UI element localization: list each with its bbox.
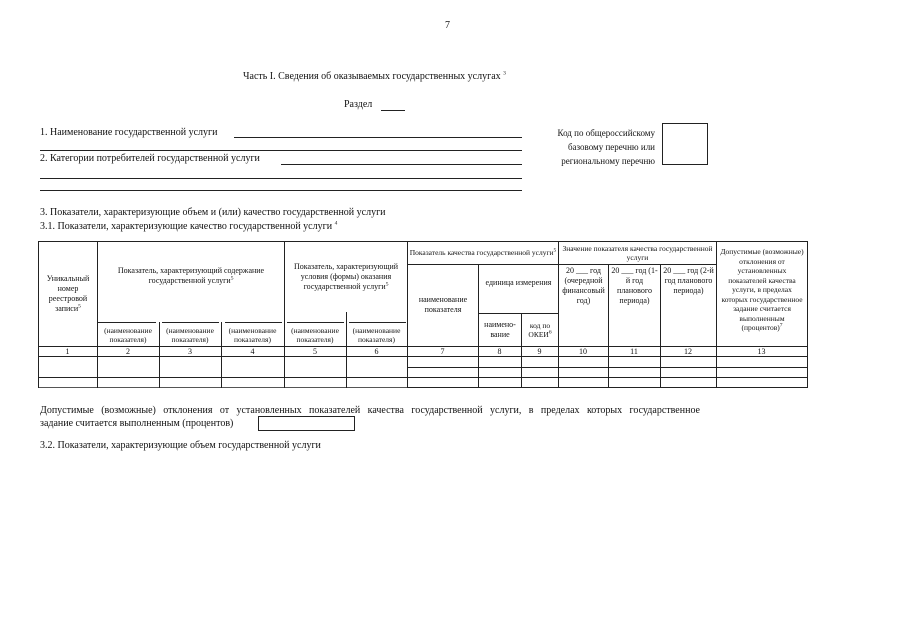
deviation-percent-field[interactable]: [258, 416, 355, 431]
table-subline-c6: [349, 322, 406, 323]
table-subline-c3: [162, 322, 219, 323]
deviation-text-line2: задание считается выполненным (процентов): [40, 418, 234, 429]
col-number-4: 4: [250, 346, 255, 356]
part-title-footnote: 3: [503, 70, 506, 77]
subheader-name-col3: (наименование показателя): [166, 325, 214, 344]
header-conditions-indicator-text: Показатель, характеризующий условия (формы) оказания государственной услуги: [293, 262, 399, 291]
subheader-name-col6: (наименование показателя): [352, 325, 401, 344]
col-number-9: 9: [537, 346, 542, 356]
quality-indicators-text: 3.1. Показатели, характеризующие качество государственной услуги: [40, 221, 333, 232]
header-unique-number-footnote: 5: [78, 303, 81, 310]
col-number-7: 7: [440, 346, 445, 356]
table-subline-c2: [98, 322, 156, 323]
header-unique-number-text: Уникальный номер реестровой записи: [46, 274, 90, 313]
subheader-name-col2: (наименование показателя): [104, 325, 152, 344]
table-vline-13: [807, 241, 808, 388]
table-line-quality-sub: [408, 264, 478, 265]
header-okei-code-footnote: 6: [548, 329, 552, 336]
header-deviation-text: Допустимые (возможные) отклонения от установленных показателей качества услуги, в пределах которых государственное задание считается выполненным (процентов): [720, 247, 804, 333]
header-year-3: 20 ___ год (2-й год планового периода): [663, 266, 714, 295]
col-number-10: 10: [579, 346, 587, 356]
service-name-label: 1. Наименование государственной услуги: [40, 127, 218, 138]
code-label-line2: базовому перечню или: [567, 142, 655, 152]
header-quality-indicator: [409, 242, 557, 264]
table-row[interactable]: [39, 357, 807, 377]
header-year-2: 20 ___ год (1-й год планового периода): [611, 266, 658, 305]
subheader-name-col5: (наименование показателя): [291, 325, 339, 344]
volume-indicators-heading: 3.2. Показатели, характеризующие объем государственной услуги: [40, 440, 321, 451]
quality-indicators-footnote: 4: [334, 220, 338, 227]
table-subline-c5: [287, 322, 344, 323]
header-year-1: 20 ___ год (очередной финансовый год): [562, 266, 605, 305]
header-conditions-indicator: [286, 256, 406, 298]
table-line-unit-top: [478, 264, 558, 265]
table-line-unit-sub: [478, 313, 558, 314]
header-content-indicator-text: Показатель, характеризующий содержание государственной услуги: [117, 266, 265, 285]
col-number-6: 6: [374, 346, 379, 356]
col-number-2: 2: [126, 346, 130, 356]
header-okei-code: [523, 315, 557, 345]
subheader-name-col4: (наименование показателя): [228, 325, 277, 344]
deviation-text-line1: Допустимые (возможные) отклонения от установленных показателей качества государственной услуги, в пределах которых государственное: [40, 405, 700, 416]
header-indicator-value: Значение показателя качества государственной услуги: [562, 243, 713, 262]
header-conditions-indicator-footnote: 5: [385, 281, 389, 288]
header-content-indicator: [100, 262, 282, 290]
part-title-text: Часть I. Сведения об оказываемых государственных услугах: [243, 71, 501, 82]
col-number-1: 1: [65, 346, 70, 356]
consumer-categories-label: 2. Категории потребителей государственной услуги: [40, 153, 260, 164]
header-unit: единица измерения: [485, 278, 552, 287]
table-border-bottom-left: [38, 387, 408, 388]
header-deviation-footnote: 7: [779, 322, 783, 329]
header-quality-indicator-footnote: 5: [553, 247, 557, 254]
table-line-years-top: [558, 264, 716, 265]
col-number-5: 5: [313, 346, 317, 356]
col-number-13: 13: [757, 346, 766, 356]
header-quality-indicator-text: Показатель качества государственной услуги: [409, 248, 554, 258]
header-unique-number: [40, 268, 96, 320]
table-row[interactable]: [39, 378, 807, 387]
col-number-3: 3: [188, 346, 192, 356]
header-okei-code-text: код по ОКЕИ: [528, 320, 551, 339]
page-number: 7: [445, 20, 450, 31]
header-indicator-name: наименование показателя: [418, 295, 468, 314]
col-number-11: 11: [630, 346, 638, 356]
header-deviation: [718, 243, 806, 337]
code-label-line3: региональному перечню: [561, 156, 655, 166]
col-number-8: 8: [497, 346, 502, 356]
code-label-line1: Код по общероссийскому: [557, 128, 655, 138]
indicators-heading: 3. Показатели, характеризующие объем и (или) качество государственной услуги: [40, 207, 386, 218]
header-content-indicator-footnote: 5: [230, 275, 234, 282]
col-number-12: 12: [684, 346, 692, 356]
table-subline-c4: [225, 322, 282, 323]
razdel-label: Раздел: [344, 99, 373, 110]
header-unit-name: наимено-вание: [484, 320, 516, 339]
